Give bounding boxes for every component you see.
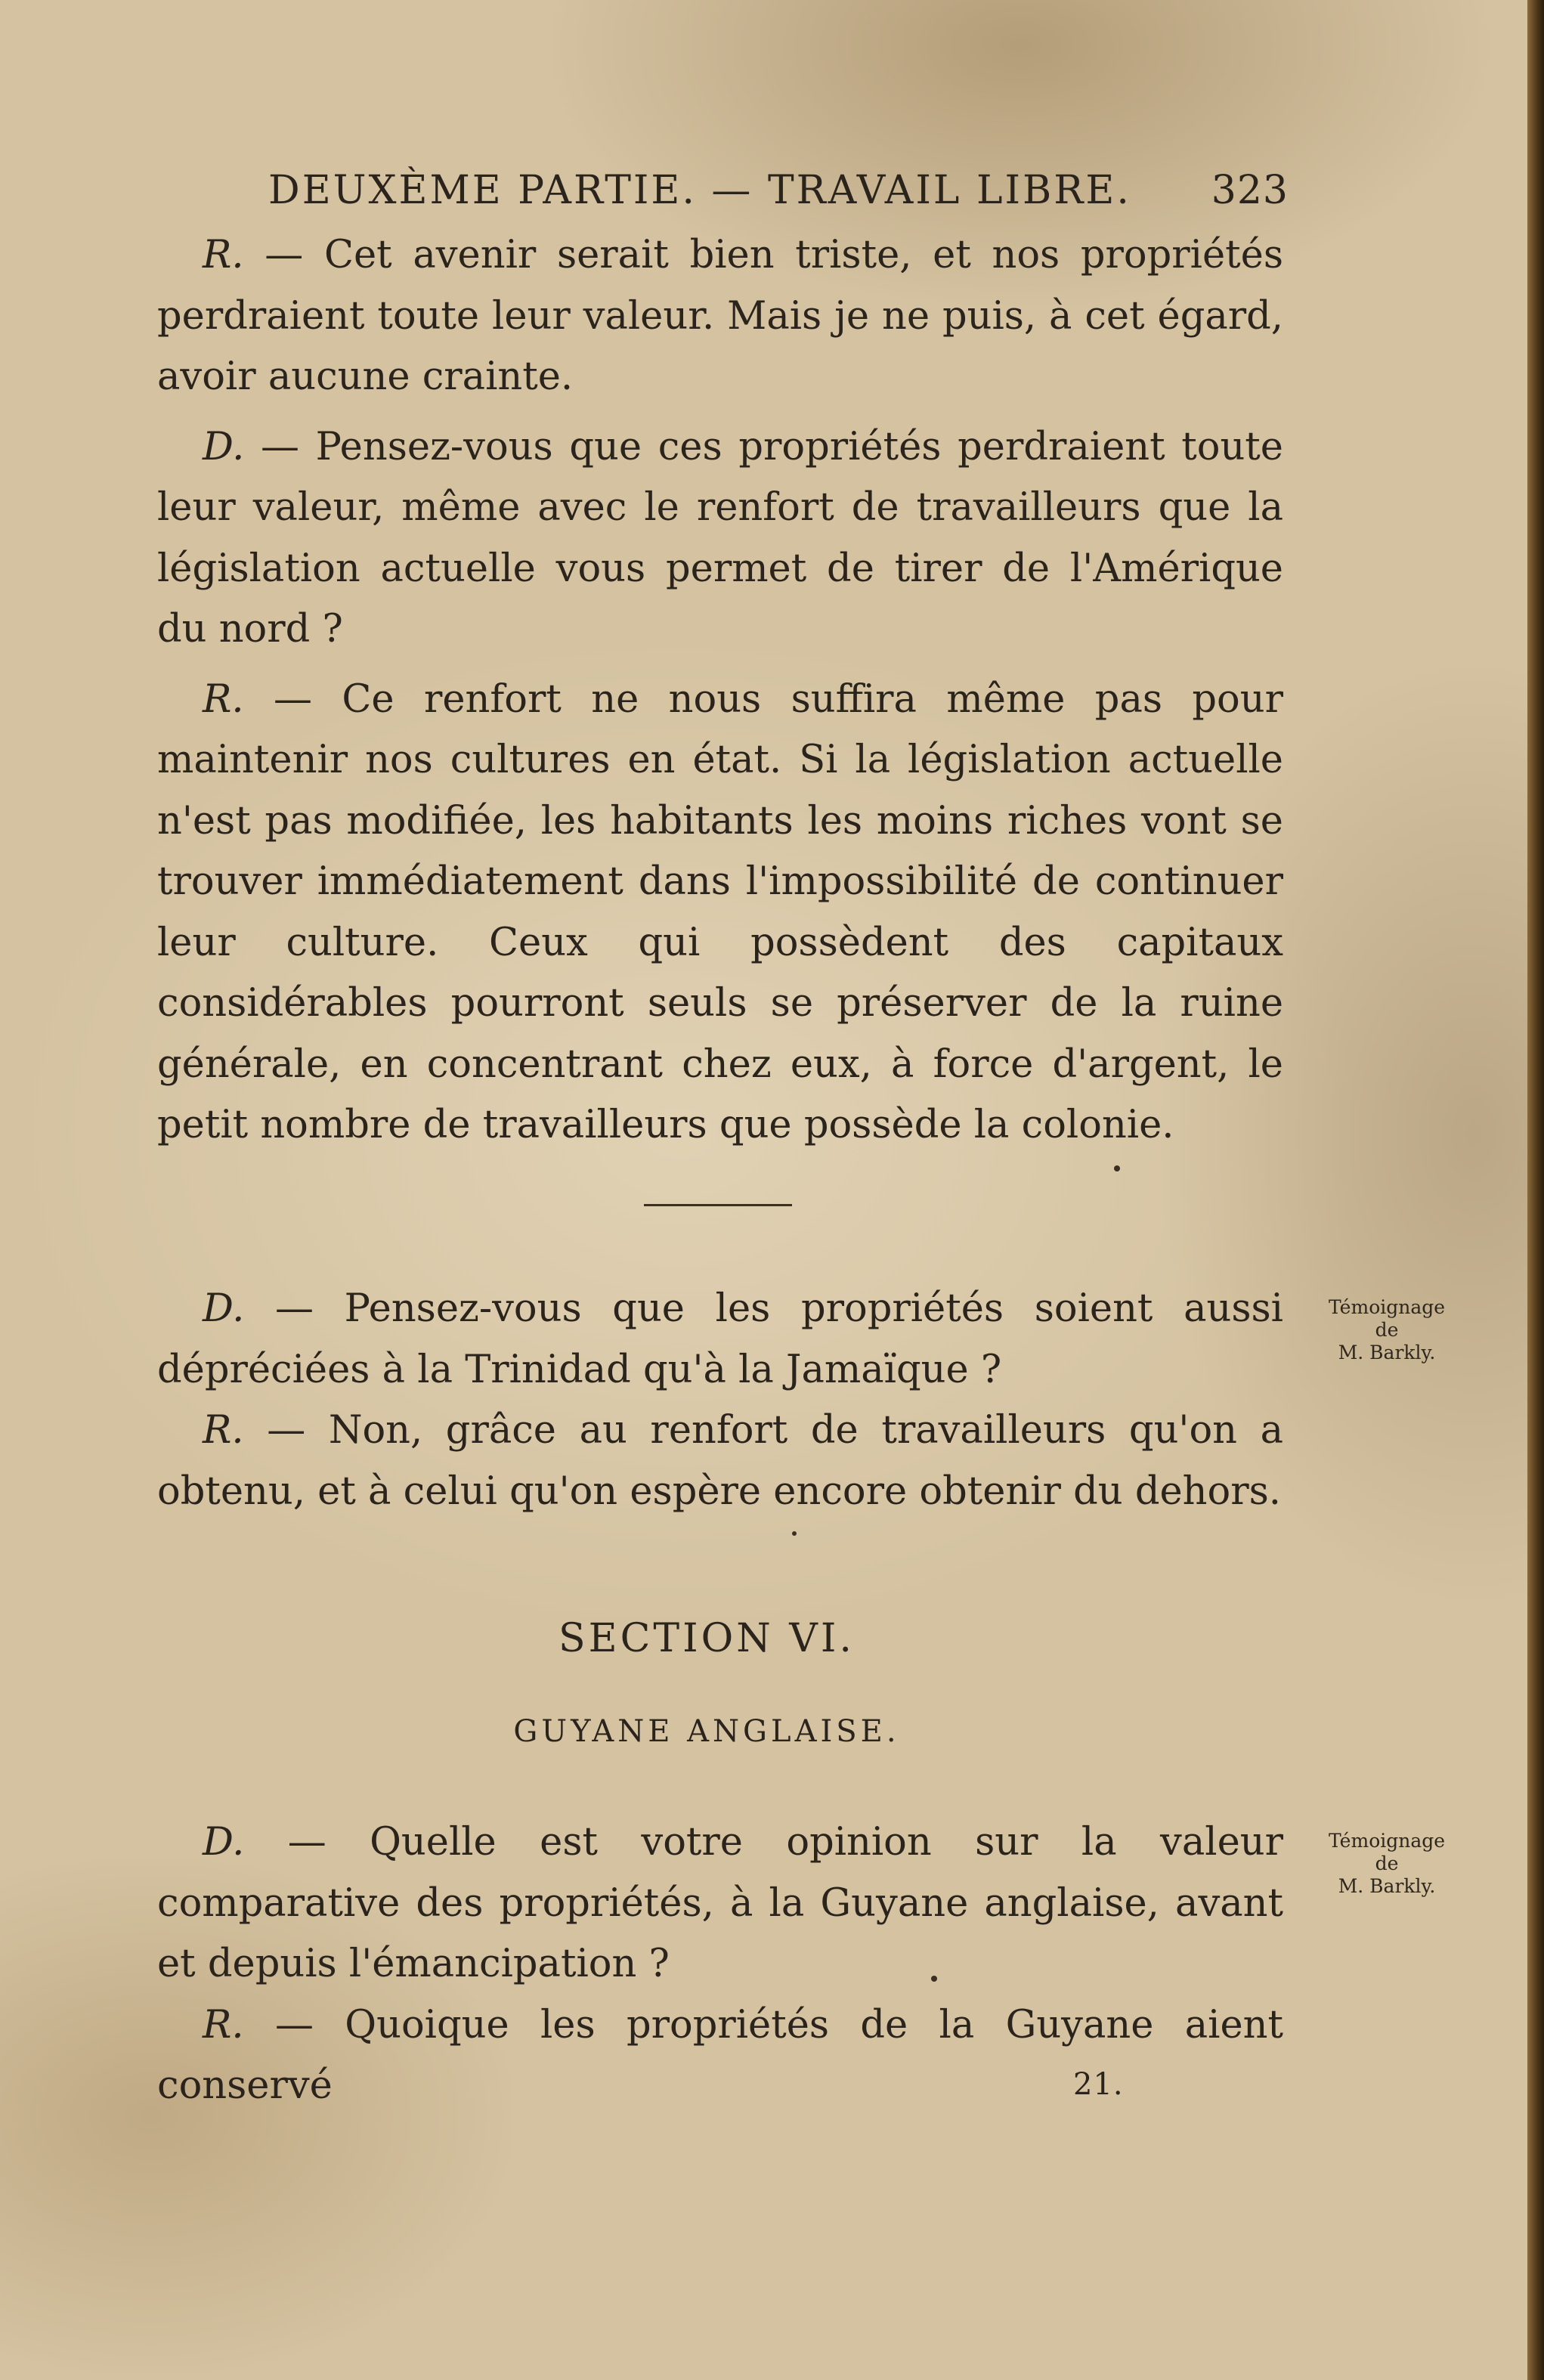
paragraph-text: — Pensez-vous que les propriétés soient aussi dépréciées à la Trinidad qu'à la Jamaïque ? bbox=[157, 1286, 1283, 1392]
margin-note-line: Témoignage bbox=[1328, 1830, 1446, 1852]
ink-speck bbox=[931, 1976, 937, 1982]
paragraph bbox=[157, 1400, 1283, 1522]
ink-speck bbox=[1114, 1165, 1120, 1171]
ink-speck bbox=[792, 1531, 797, 1536]
page-number: 323 bbox=[1211, 168, 1289, 213]
margin-note-line: M. Barkly. bbox=[1338, 1875, 1436, 1897]
paragraph bbox=[157, 225, 1283, 408]
speaker-label: R. bbox=[203, 2002, 244, 2047]
running-head bbox=[268, 168, 1289, 213]
paragraph-text: — Cet avenir serait bien triste, et nos propriétés perdraient toute leur valeur. Mais je ne puis, à cet égard, avoir aucune crainte. bbox=[157, 233, 1283, 399]
margin-note-line: Témoignage bbox=[1328, 1296, 1446, 1318]
paragraph-text: — Pensez-vous que ces propriétés perdraient toute leur valeur, même avec le renfort de travailleurs que la législation actuelle vous permet de tirer de l'Amérique du nord ? bbox=[157, 424, 1283, 651]
paragraph bbox=[157, 1279, 1283, 1400]
paragraph bbox=[157, 670, 1283, 1156]
margin-note-line: de bbox=[1375, 1852, 1399, 1874]
margin-note-barkly-1 bbox=[1311, 1294, 1462, 1366]
dialogue-block-1 bbox=[157, 225, 1283, 1156]
margin-note-barkly-2 bbox=[1311, 1828, 1462, 1900]
speaker-label: R. bbox=[203, 233, 244, 277]
running-title: DEUXÈME PARTIE. — TRAVAIL LIBRE. bbox=[268, 168, 1131, 213]
paragraph bbox=[157, 1812, 1283, 1995]
paragraph-text: — Non, grâce au renfort de travailleurs qu'on a obtenu, et à celui qu'on espère encore obtenir du dehors. bbox=[157, 1408, 1283, 1514]
paragraph-text: — Quelle est votre opinion sur la valeur comparative des propriétés, à la Guyane anglaise, avant et depuis l'émancipation ? bbox=[157, 1820, 1283, 1986]
section-title: SECTION VI. bbox=[559, 1616, 855, 1661]
speaker-label: R. bbox=[203, 1408, 244, 1453]
speaker-label: D. bbox=[203, 1286, 245, 1331]
signature-mark: 21. bbox=[1073, 2067, 1124, 2102]
speaker-label: D. bbox=[203, 1820, 245, 1865]
margin-note-line: de bbox=[1375, 1319, 1399, 1341]
speaker-label: D. bbox=[203, 424, 245, 469]
paragraph-text: — Quoique les propriétés de la Guyane aient conservé bbox=[157, 2002, 1283, 2108]
separator-rule bbox=[644, 1204, 792, 1206]
section-subtitle: GUYANE ANGLAISE. bbox=[513, 1714, 900, 1749]
paragraph-text: — Ce renfort ne nous suffira même pas pour maintenir nos cultures en état. Si la législation actuelle n'est pas modifiée, les habitants les moins riches vont se trouver immédiatement dans l'impossibilité de continuer leur culture. Ceux qui possèdent des capitaux considérables pourront seuls se préserver de la ruine générale, en concentrant chez eux, à force d'argent, le petit nombre de travailleurs que possède la colonie. bbox=[157, 676, 1283, 1147]
dialogue-block-2 bbox=[157, 1279, 1283, 1522]
speaker-label: R. bbox=[203, 676, 244, 722]
book-spine-edge bbox=[1527, 0, 1544, 2380]
margin-note-line: M. Barkly. bbox=[1338, 1342, 1436, 1363]
paragraph bbox=[157, 417, 1283, 661]
